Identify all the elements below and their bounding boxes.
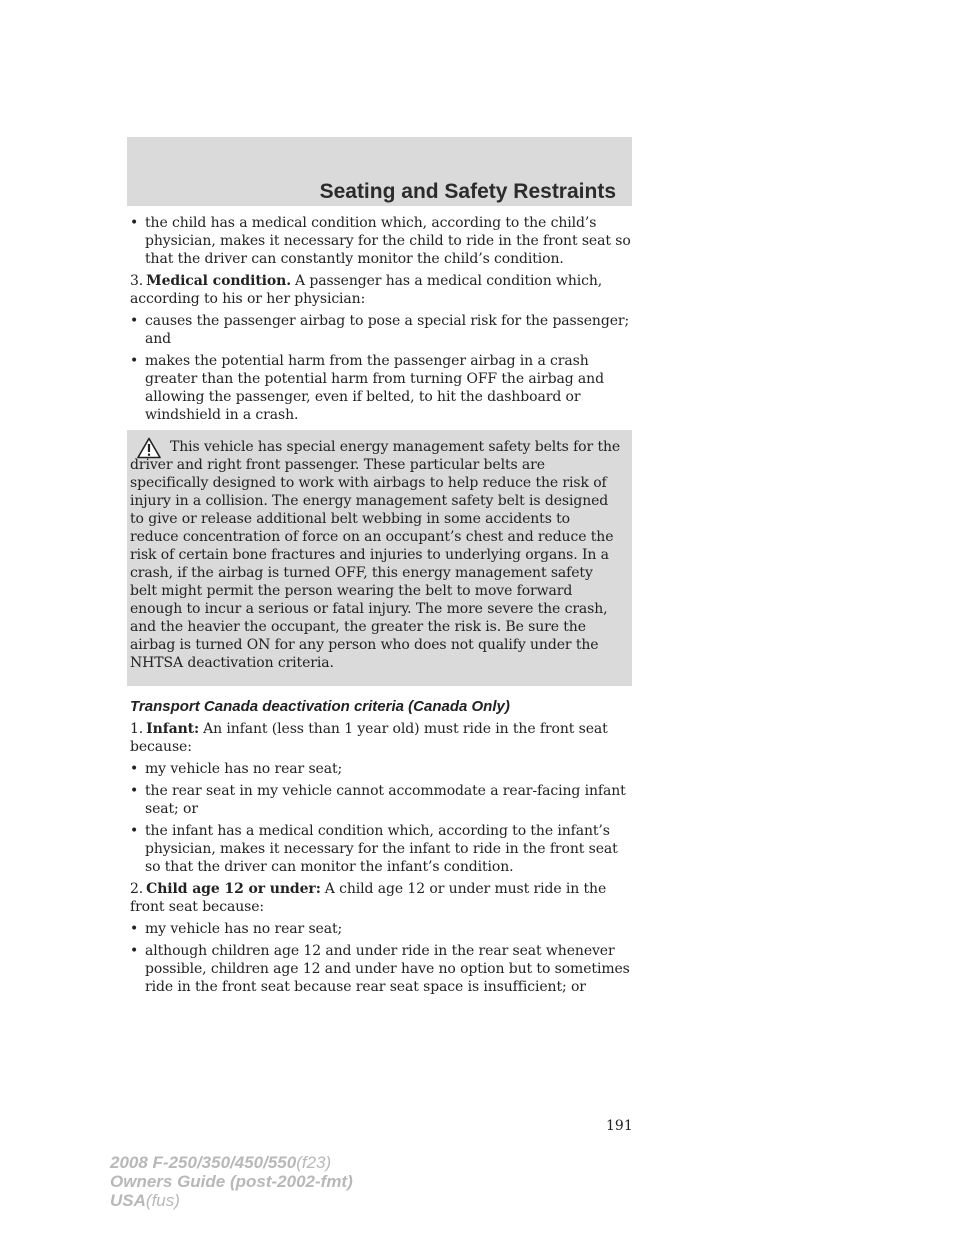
page-content xyxy=(130,214,632,1000)
bullet-dot: • xyxy=(130,921,139,937)
bullet-dot: • xyxy=(130,783,139,799)
list-item-text: the infant has a medical condition which, according to the infant’s physician, makes it necessary for the infant to ride in the front seat so that the driver can monitor the infant’s condition. xyxy=(145,823,618,875)
footer-market-line xyxy=(110,1191,353,1210)
bullet-dot: • xyxy=(130,313,139,329)
footer-market: USA xyxy=(110,1191,146,1210)
header-band xyxy=(127,137,632,206)
item-number: 2. xyxy=(130,881,144,897)
numbered-item-1 xyxy=(130,720,632,756)
list-item-text: my vehicle has no rear seat; xyxy=(145,921,343,937)
list-item xyxy=(130,942,632,996)
bullet-dot: • xyxy=(130,215,139,231)
bullet-dot: • xyxy=(130,761,139,777)
item-text: A child age 12 or under must ride in the front seat because: xyxy=(130,881,607,915)
list-item xyxy=(130,822,632,876)
warning-text: This vehicle has special energy management safety belts for the driver and right front passenger. These particular belts are specifically designed to work with airbags to help reduce the risk of injury in a collision. The energy management safety belt is designed to give or release additional belt webbing in some accidents to reduce concentration of force on an occupant’s chest and reduce the risk of certain bone fractures and injuries to underlying organs. In a crash, if the airbag is turned OFF, this energy management safety belt might permit the person wearing the belt to move forward enough to incur a serious or fatal injury. The more severe the crash, and the heavier the occupant, the greater the risk is. Be sure the airbag is turned ON for any person who does not qualify under the NHTSA deactivation criteria. xyxy=(130,439,621,671)
section-title: Seating and Safety Restraints xyxy=(319,180,616,203)
bullet-dot: • xyxy=(130,353,139,369)
list-item xyxy=(130,920,632,938)
subsection-heading: Transport Canada deactivation criteria (Canada Only) xyxy=(130,698,510,715)
warning-box xyxy=(127,430,632,686)
warning-triangle-icon xyxy=(137,437,161,459)
footer-model-line xyxy=(110,1153,353,1172)
item-number: 1. xyxy=(130,721,144,737)
numbered-item-2 xyxy=(130,880,632,916)
list-item xyxy=(130,760,632,778)
footer-model-code: (f23) xyxy=(296,1153,332,1172)
item-lead: Medical condition. xyxy=(146,273,291,289)
list-item-text: the child has a medical condition which, according to the child’s physician, makes it necessary for the child to ride in the front seat so that the driver can constantly monitor the child’s condition. xyxy=(145,215,631,267)
footer-guide-line: Owners Guide (post-2002-fmt) xyxy=(110,1172,353,1191)
page-number: 191 xyxy=(606,1118,633,1134)
bullet-dot: • xyxy=(130,943,139,959)
item-text: A passenger has a medical condition which, according to his or her physician: xyxy=(130,273,603,307)
item-text: An infant (less than 1 year old) must ride in the front seat because: xyxy=(130,721,608,755)
footer-market-code: (fus) xyxy=(145,1191,180,1210)
document-footer xyxy=(110,1153,353,1210)
bullet-dot: • xyxy=(130,823,139,839)
list-item xyxy=(130,214,632,268)
item-number: 3. xyxy=(130,273,144,289)
list-item-text: causes the passenger airbag to pose a special risk for the passenger; and xyxy=(145,313,630,347)
item-lead: Infant: xyxy=(146,721,200,737)
list-item xyxy=(130,312,632,348)
footer-model: 2008 F-250/350/450/550 xyxy=(110,1153,297,1172)
list-item xyxy=(130,782,632,818)
list-item-text: the rear seat in my vehicle cannot accommodate a rear-facing infant seat; or xyxy=(145,783,626,817)
list-item-text: although children age 12 and under ride in the rear seat whenever possible, children age 12 and under have no option but to sometimes ride in the front seat because rear seat space is insufficient; or xyxy=(145,943,630,995)
item-lead: Child age 12 or under: xyxy=(146,881,321,897)
list-item-text: my vehicle has no rear seat; xyxy=(145,761,343,777)
numbered-item-3 xyxy=(130,272,632,308)
list-item-text: makes the potential harm from the passenger airbag in a crash greater than the potential harm from turning OFF the airbag and allowing the passenger, even if belted, to hit the dashboard or windshield in a crash. xyxy=(145,353,604,423)
list-item xyxy=(130,352,632,424)
